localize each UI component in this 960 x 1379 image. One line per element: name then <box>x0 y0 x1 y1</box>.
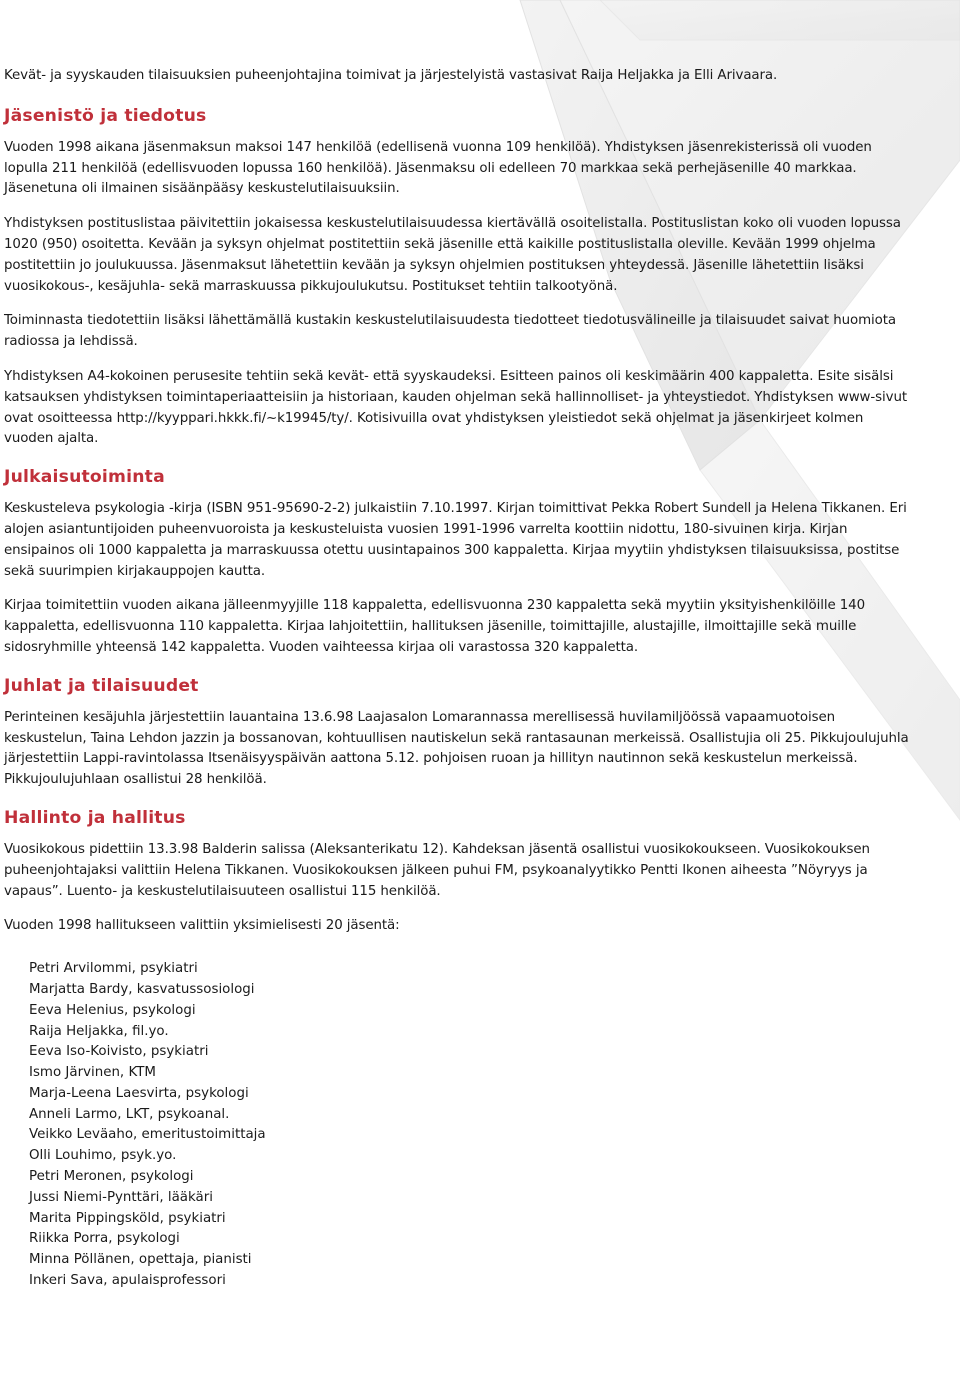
administration-paragraph-2: Vuoden 1998 hallitukseen valittiin yksimielisesti 20 jäsentä: <box>4 918 400 934</box>
administration-paragraph-1: Vuosikokous pidettiin 13.3.98 Balderin salissa (Aleksanterikatu 12). Kahdeksan jäsentä osallistui vuosikokoukseen. Vuosikokouksen puheenjohtajaksi valittiin Helena Tikkanen. Vuosikokouksen jälkeen puhui FM, psykoanalyytikko Pentti Ikonen aiheesta ”Nöyryys ja vapaus”. Luento- ja keskustelutilaisuuteen osallistui 115 henkilöä. <box>4 841 870 899</box>
list-item: Eeva Iso-Koivisto, psykiatri <box>29 1044 209 1060</box>
section-heading-events: Juhlat ja tilaisuudet <box>4 675 199 696</box>
list-item: Petri Meronen, psykologi <box>29 1169 194 1185</box>
membership-paragraph-2: Yhdistyksen postituslistaa päivitettiin jokaisessa keskustelutilaisuudessa kiertävällä osoitelistalla. Postituslistan koko oli vuoden lopussa 1020 (950) osoitetta. Kevään ja syksyn ohjelmat postitettiin sekä jäsenille että kaikille postituslistalla oleville. Kevään 1999 ohjelma postitettiin jo joulukuussa. Jäsenmaksut lähetettiin kevään ja syksyn ohjelmien postituksen yhteydessä. Jäsenille lähetettiin lisäksi vuosikokous-, kesäjuhla- sekä marraskuussa pikkujoulukutsu. Postitukset tehtiin talkootyönä. <box>4 216 901 294</box>
section-heading-administration: Hallinto ja hallitus <box>4 807 186 828</box>
events-paragraph-1: Perinteinen kesäjuhla järjestettiin lauantaina 13.6.98 Laajasalon Lomarannassa merellisessä huvilamiljöössä vapaamuotoisen keskustelun, Taina Lehdon jazzin ja bossanovan, kohtuullisen nautiskelun sekä rantasaunan merkeissä. Osallistujia oli 25. Pikkujoulujuhla järjestettiin Lappi-ravintolassa Itsenäisyyspäivän aattona 5.12. pohjoisen ruoan ja hillityn nautinnon sekä keskustelun merkeissä. Pikkujoulujuhlaan osallistui 28 henkilöä. <box>4 709 909 788</box>
membership-paragraph-4: Yhdistyksen A4-kokoinen perusesite tehtiin sekä kevät- että syyskaudeksi. Esitteen painos oli keskimäärin 400 kappaletta. Esite sisälsi katsauksen yhdistyksen toimintaperiaatteisiin ja historiaan, kauden ohjelman sekä hallinnolliset- ja yhteystiedot. Yhdistyksen www-sivut ovat osoitteessa http://kyyppari.hkkk.fi/~k19945/ty/. Kotisivuilla ovat yhdistyksen yleistiedot sekä ohjelmat ja jäsenkirjeet kolmen vuoden ajalta. <box>4 368 907 447</box>
document-body <box>4 0 916 1292</box>
publications-paragraph-2: Kirjaa toimitettiin vuoden aikana jälleenmyyjille 118 kappaletta, edellisvuonna 230 kappaletta sekä myytiin yksityishenkilöille 140 kappaletta, edellisvuonna 110 kappaletta. Kirjaa lahjoitettiin, hallituksen jäsenille, toimittajille, alustajille, ilmoittajille sekä muille sidosryhmille yhteensä 142 kappaletta. Vuoden vaihteessa kirjaa oli varastossa 320 kappaletta. <box>4 598 866 655</box>
membership-paragraph-1: Vuoden 1998 aikana jäsenmaksun maksoi 147 henkilöä (edellisenä vuonna 109 henkilöä). Yhdistyksen jäsenrekisterissä oli vuoden lopulla 211 henkilöä (edellisvuoden lopussa 160 henkilöä). Jäsenmaksu oli edelleen 70 markkaa sekä perhejäsenille 40 markkaa. Jäsenetuna oli ilmainen sisäänpääsy keskustelutilaisuuksiin. <box>4 139 872 197</box>
list-item: Veikko Leväaho, emeritustoimittaja <box>29 1127 266 1143</box>
list-item: Petri Arvilommi, psykiatri <box>29 961 198 977</box>
section-heading-membership: Jäsenistö ja tiedotus <box>4 105 207 126</box>
publications-paragraph-1: Keskusteleva psykologia -kirja (ISBN 951-95690-2-2) julkaistiin 7.10.1997. Kirjan toimittivat Pekka Robert Sundell ja Helena Tikkanen. Eri alojen asiantuntijoiden puheenvuoroista ja keskusteluista vuosien 1991-1996 varrelta koottiin nidottu, 180-sivuinen kirja. Kirjan ensipainos oli 1000 kappaletta ja marraskuussa otettu uusintapainos 300 kappaletta. Kirjaa myytiin yhdistyksen tilaisuuksissa, postitse sekä suurimpien kirjakauppojen kautta. <box>4 501 907 579</box>
list-item: Eeva Helenius, psykologi <box>29 1002 196 1018</box>
list-item: Raija Heljakka, fil.yo. <box>29 1023 169 1039</box>
list-item: Inkeri Sava, apulaisprofessori <box>29 1273 226 1289</box>
list-item: Ismo Järvinen, KTM <box>29 1065 156 1081</box>
list-item: Riikka Porra, psykologi <box>29 1231 180 1247</box>
board-member-list <box>4 959 916 1292</box>
list-item: Jussi Niemi-Pynttäri, lääkäri <box>29 1189 213 1205</box>
section-heading-publications: Julkaisutoiminta <box>4 467 165 488</box>
list-item: Anneli Larmo, LKT, psykoanal. <box>29 1106 230 1122</box>
list-item: Minna Pöllänen, opettaja, pianisti <box>29 1252 252 1268</box>
list-item: Marja-Leena Laesvirta, psykologi <box>29 1085 249 1101</box>
intro-paragraph: Kevät- ja syyskauden tilaisuuksien puheenjohtajina toimivat ja järjestelyistä vastasivat Raija Heljakka ja Elli Arivaara. <box>4 68 778 83</box>
list-item: Olli Louhimo, psyk.yo. <box>29 1148 177 1164</box>
list-item: Marita Pippingsköld, psykiatri <box>29 1210 226 1226</box>
list-item: Marjatta Bardy, kasvatussosiologi <box>29 981 255 997</box>
membership-paragraph-3: Toiminnasta tiedotettiin lisäksi lähettämällä kustakin keskustelutilaisuudesta tiedotteet tiedotusvälineille ja tilaisuudet saivat huomiota radiossa ja lehdissä. <box>4 313 897 350</box>
